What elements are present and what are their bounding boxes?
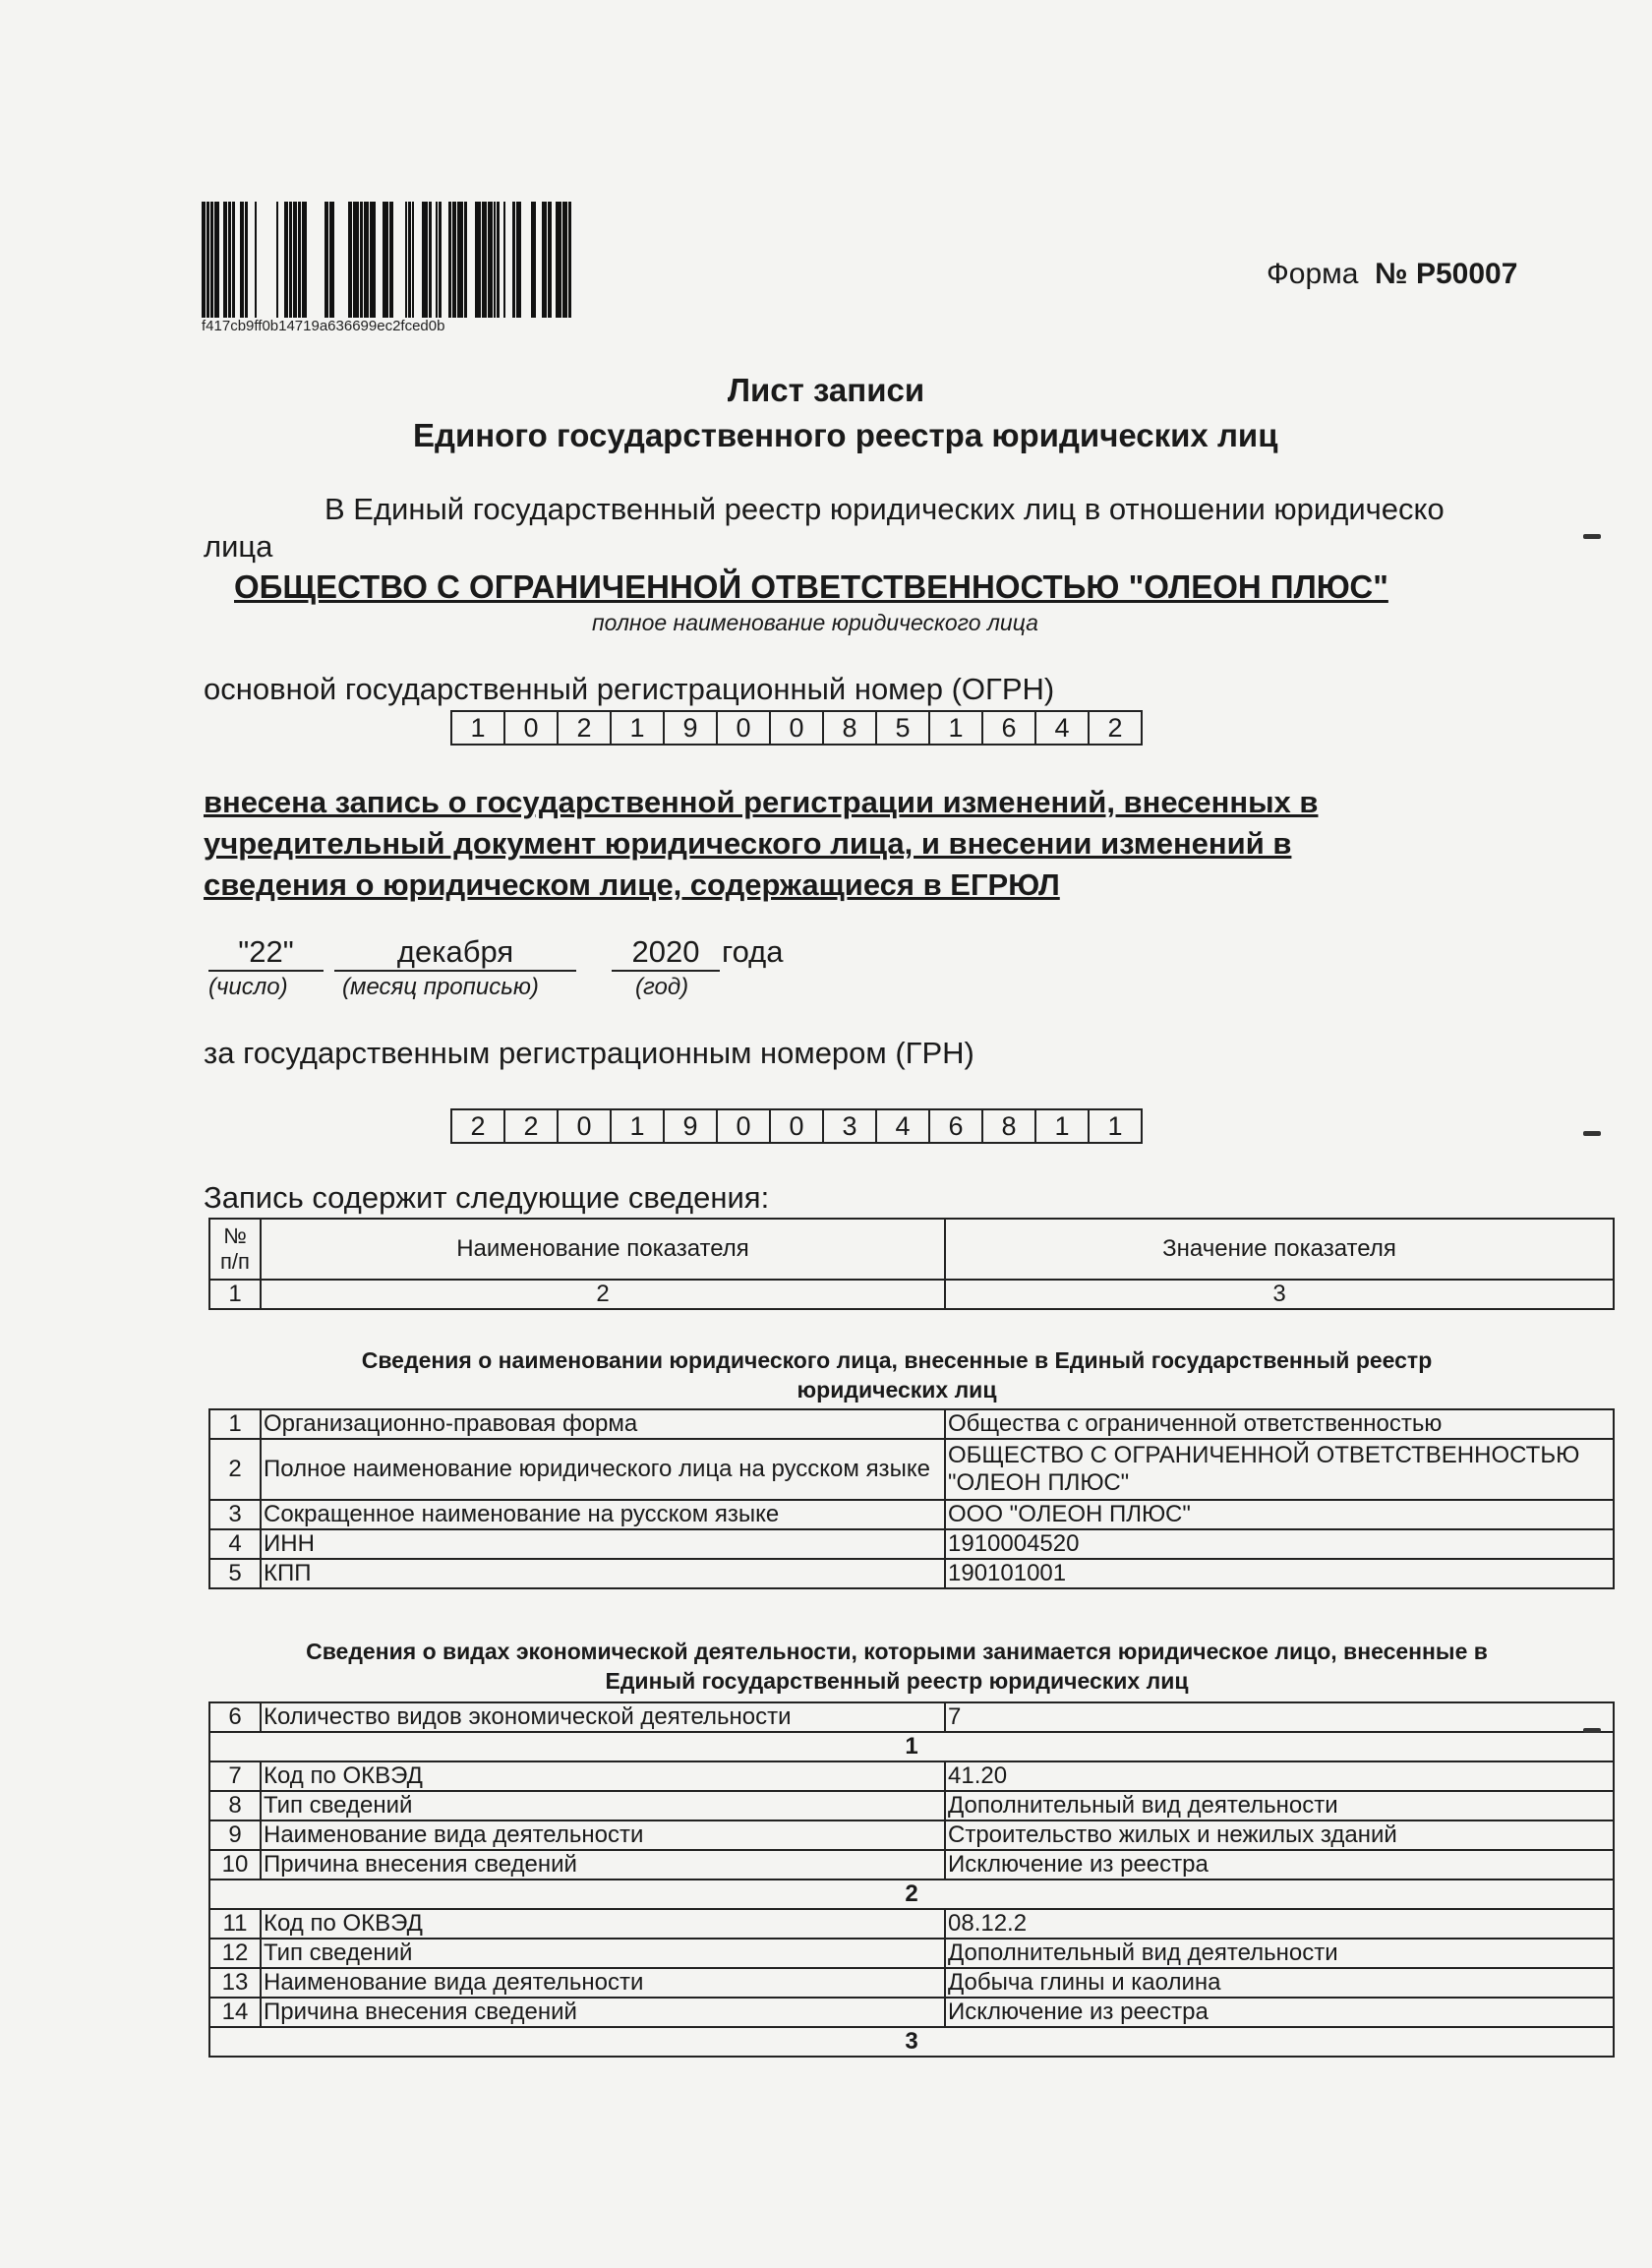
barcode-bar [512,202,515,318]
barcode-bar [298,202,301,318]
barcode-bar [405,202,407,318]
table-row [209,1529,1614,1559]
barcode-bar [503,202,505,318]
group-number: 1 [209,1732,1614,1761]
record-line: учредительный документ юридического лица, и внесении изменений в [204,826,1292,861]
section-title-activity [208,1637,1585,1696]
digit-box: 0 [718,712,771,744]
barcode-bar [556,202,561,318]
barcode-bar [436,202,438,318]
barcode-bar [383,202,388,318]
barcode-bar [516,202,521,318]
row-value: Добыча глины и каолина [945,1968,1614,1998]
digit-box: 5 [877,712,930,744]
row-number: 4 [209,1529,261,1559]
barcode-bar [482,202,487,318]
record-statement [204,782,1318,906]
row-number: 8 [209,1791,261,1820]
ogrn-digit-boxes [450,710,1143,746]
contains-label: Запись содержит следующие сведения: [204,1180,770,1215]
row-number: 3 [209,1500,261,1529]
row-value: Общества с ограниченной ответственностью [945,1409,1614,1439]
doc-title: Лист записи [727,372,925,408]
row-name: Количество видов экономической деятельности [261,1702,945,1732]
digit-box: 0 [771,1110,824,1142]
barcode-bar [240,202,244,318]
barcode-bar [206,202,209,318]
row-value: 41.20 [945,1761,1614,1791]
barcode-bar [324,202,328,318]
table-row [209,1702,1614,1732]
digit-box: 1 [930,712,983,744]
barcode-bar [422,202,428,318]
row-value: Дополнительный вид деятельности [945,1939,1614,1968]
row-name: Код по ОКВЭД [261,1761,945,1791]
barcode-bar [562,202,567,318]
header-index: 2 [261,1280,945,1309]
row-value: 7 [945,1702,1614,1732]
row-name: Тип сведений [261,1791,945,1820]
group-number: 3 [209,2027,1614,2057]
barcode-bar [452,202,456,318]
date-year-caption: (год) [635,974,689,1000]
company-full-name: ОБЩЕСТВО С ОГРАНИЧЕННОЙ ОТВЕТСТВЕННОСТЬЮ "ОЛЕОН ПЛЮС" [234,568,1388,605]
row-name: Организационно-правовая форма [261,1409,945,1439]
table-row [209,1909,1614,1939]
digit-box: 1 [1107,1111,1123,1141]
row-number: 14 [209,1998,261,2027]
row-name: Код по ОКВЭД [261,1909,945,1939]
barcode-bar [412,202,414,318]
scan-speck [1583,534,1601,539]
form-label: Форма [1267,258,1359,290]
barcode-bar [448,202,451,318]
barcode-bar [329,202,334,318]
group-number: 2 [209,1880,1614,1909]
digit-box: 2 [505,1110,559,1142]
table-row [209,1409,1614,1439]
header-col-name: Наименование показателя [261,1219,945,1280]
intro-text: В Единый государственный реестр юридических лиц в отношении юридическо [324,492,1445,526]
barcode-bar [364,202,369,318]
date-day-caption: (число) [208,974,288,1000]
row-value: Строительство жилых и нежилых зданий [945,1820,1614,1850]
row-value: ООО "ОЛЕОН ПЛЮС" [945,1500,1614,1529]
barcode-bar [223,202,227,318]
digit-box: 2 [559,712,612,744]
barcode-bar [214,202,219,318]
barcode-bar [284,202,288,318]
digit-box: 0 [718,1110,771,1142]
table-row [209,1559,1614,1588]
scan-speck [1583,1131,1601,1136]
doc-subtitle: Единого государственного реестра юридических лиц [413,417,1278,453]
row-name: Причина внесения сведений [261,1998,945,2027]
grn-label: за государственным регистрационным номером (ГРН) [204,1036,974,1070]
row-name: ИНН [261,1529,945,1559]
barcode-bar [293,202,297,318]
row-name: Тип сведений [261,1939,945,1968]
ogrn-label: основной государственный регистрационный номер (ОГРН) [204,672,1055,706]
date-year: 2020 [612,934,720,972]
group-row [209,1880,1614,1909]
header-index: 1 [209,1280,261,1309]
row-name: Полное наименование юридического лица на русском языке [261,1439,945,1500]
digit-box: 9 [665,1110,718,1142]
company-name-caption: полное наименование юридического лица [592,610,1038,635]
table-row [209,1761,1614,1791]
digit-box: 1 [612,712,665,744]
row-value: Исключение из реестра [945,1850,1614,1880]
date-day: "22" [208,934,324,972]
row-number: 12 [209,1939,261,1968]
digit-box: 1 [452,712,505,744]
barcode-bar [439,202,442,318]
barcode-bar [228,202,231,318]
row-number: 10 [209,1850,261,1880]
header-index: 3 [945,1280,1614,1309]
digit-box: 0 [559,1110,612,1142]
digit-box: 4 [877,1110,930,1142]
table-row [209,1439,1614,1500]
barcode-bar [488,202,493,318]
header-col-value: Значение показателя [945,1219,1614,1280]
row-value: 1910004520 [945,1529,1614,1559]
barcode-bar [370,202,376,318]
table-row [209,1968,1614,1998]
table-row [209,1500,1614,1529]
grn-digit-boxes [450,1108,1143,1144]
row-number: 13 [209,1968,261,1998]
header-table [208,1218,1615,1310]
barcode-bar [457,202,463,318]
barcode-bar [497,202,500,318]
row-name: Сокращенное наименование на русском языке [261,1500,945,1529]
digit-box: 6 [983,712,1036,744]
row-name: Наименование вида деятельности [261,1968,945,1998]
barcode-bar [302,202,307,318]
digit-box: 4 [1036,712,1090,744]
digit-box: 6 [930,1110,983,1142]
record-line: сведения о юридическом лице, содержащиеся в ЕГРЮЛ [204,867,1060,902]
intro-continuation: лица [204,529,273,564]
barcode-bar [475,202,481,318]
row-number: 11 [209,1909,261,1939]
barcode-bar [568,202,571,318]
digit-box: 1 [1036,1110,1090,1142]
digit-box: 1 [612,1110,665,1142]
barcode-bar [531,202,536,318]
row-value: ОБЩЕСТВО С ОГРАНИЧЕННОЙ ОТВЕТСТВЕННОСТЬЮ "ОЛЕОН ПЛЮС" [945,1439,1614,1500]
digit-box: 8 [824,712,877,744]
barcode-bar [548,202,552,318]
table-row [209,1791,1614,1820]
section-title-name [208,1345,1585,1404]
name-info-table [208,1408,1615,1589]
barcode-bar [210,202,213,318]
barcode-bar [245,202,248,318]
barcode-bar [289,202,292,318]
header-col-no: № п/п [209,1219,261,1280]
record-line: внесена запись о государственной регистрации изменений, внесенных в [204,785,1319,819]
table-row [209,1998,1614,2027]
digit-box: 9 [665,712,718,744]
row-value: 190101001 [945,1559,1614,1588]
barcode-bar [429,202,432,318]
form-number [1267,258,1517,291]
table-row [209,1939,1614,1968]
scan-speck [1583,1728,1601,1733]
barcode-bar [389,202,393,318]
row-value: 08.12.2 [945,1909,1614,1939]
digit-box: 2 [1107,713,1123,743]
group-row [209,2027,1614,2057]
row-value: Дополнительный вид деятельности [945,1791,1614,1820]
digit-box: 8 [983,1110,1036,1142]
group-row [209,1732,1614,1761]
digit-box: 2 [452,1110,505,1142]
row-number: 6 [209,1702,261,1732]
barcode-bar [348,202,352,318]
date-month-caption: (месяц прописью) [342,974,539,1000]
barcode-bar [408,202,411,318]
barcode-bar [202,202,206,318]
date-year-suffix: года [722,934,784,969]
row-name: КПП [261,1559,945,1588]
date-month: декабря [334,934,576,972]
section-title-line: юридических лиц [796,1377,997,1403]
row-name: Причина внесения сведений [261,1850,945,1880]
barcode-bar [276,202,278,318]
row-name: Наименование вида деятельности [261,1820,945,1850]
activity-table [208,1701,1615,2058]
barcode-code: f417cb9ff0b14719a636699ec2fced0b [202,318,445,334]
barcode-bar [360,202,363,318]
form-code: № Р50007 [1375,258,1518,290]
row-number: 1 [209,1409,261,1439]
barcode-image [202,202,577,318]
barcode-bar [232,202,235,318]
barcode-bar [464,202,467,318]
digit-box: 0 [505,712,559,744]
barcode-bar [542,202,547,318]
row-number: 9 [209,1820,261,1850]
row-number: 5 [209,1559,261,1588]
barcode-bar [494,202,496,318]
digit-box: 3 [824,1110,877,1142]
section-title-line: Единый государственный реестр юридических лиц [605,1668,1189,1694]
barcode-bar [353,202,359,318]
row-number: 2 [209,1439,261,1500]
row-value: Исключение из реестра [945,1998,1614,2027]
barcode-bar [255,202,257,318]
digit-box: 0 [771,712,824,744]
section-title-line: Сведения о видах экономической деятельности, которыми занимается юридическое лицо, внесенные в [306,1639,1488,1664]
table-row [209,1820,1614,1850]
row-number: 7 [209,1761,261,1791]
section-title-line: Сведения о наименовании юридического лица, внесенные в Единый государственный реестр [361,1347,1433,1373]
table-row [209,1850,1614,1880]
